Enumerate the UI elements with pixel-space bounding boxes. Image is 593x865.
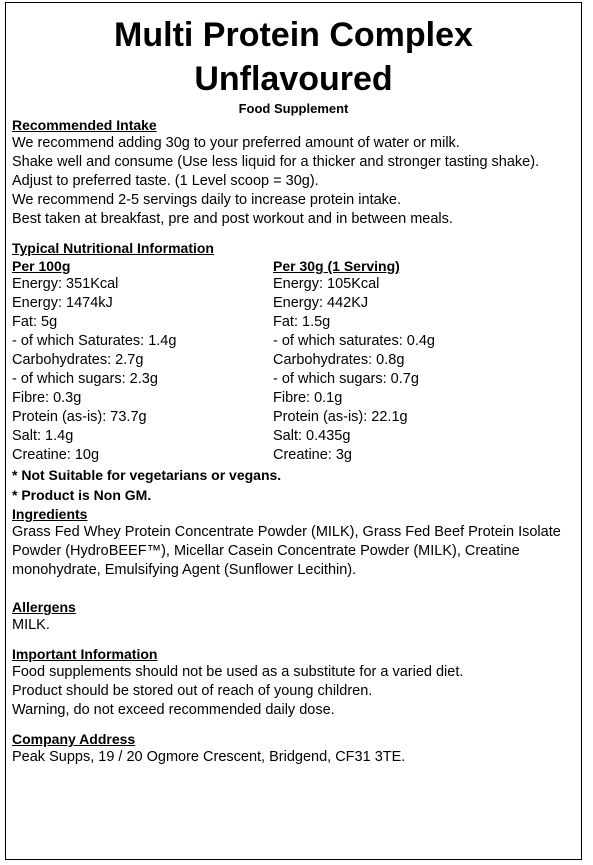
label-content bbox=[6, 116, 581, 767]
important-text-2: Product should be stored out of reach of young children. bbox=[12, 683, 373, 699]
recommended-text-1: We recommend adding 30g to your preferred amount of water or milk. bbox=[12, 135, 460, 151]
nutrition-row: Fibre: 0.1g bbox=[273, 390, 343, 406]
nutrition-row: Fat: 5g bbox=[12, 314, 58, 330]
nutrition-row: - of which sugars: 2.3g bbox=[12, 371, 158, 387]
nutrition-row: Creatine: 10g bbox=[12, 447, 100, 463]
nutrition-row: - of which Saturates: 1.4g bbox=[12, 333, 177, 349]
nutrition-row: - of which saturates: 0.4g bbox=[273, 333, 435, 349]
important-info-section bbox=[12, 645, 575, 720]
nutrition-row: Protein (as-is): 22.1g bbox=[273, 409, 408, 425]
product-title bbox=[6, 13, 581, 101]
allergens-section bbox=[12, 598, 575, 635]
nutrition-row: Energy: 351Kcal bbox=[12, 276, 119, 292]
company-address-text: Peak Supps, 19 / 20 Ogmore Crescent, Bridgend, CF31 3TE. bbox=[12, 749, 406, 765]
nutrition-row: Energy: 442KJ bbox=[273, 295, 369, 311]
recommended-intake-section bbox=[12, 116, 575, 229]
nutrition-column-per-serving bbox=[273, 257, 575, 465]
nutrition-section bbox=[12, 239, 575, 505]
nutrition-row: Creatine: 3g bbox=[273, 447, 352, 463]
company-address-section bbox=[12, 730, 575, 767]
column-header-per-serving: Per 30g (1 Serving) bbox=[273, 258, 400, 274]
nutrition-row: - of which sugars: 0.7g bbox=[273, 371, 419, 387]
nutrition-row: Energy: 1474kJ bbox=[12, 295, 113, 311]
recommended-intake-heading: Recommended Intake bbox=[12, 117, 157, 133]
allergens-heading: Allergens bbox=[12, 599, 76, 615]
nutrition-row: Fibre: 0.3g bbox=[12, 390, 82, 406]
nutrition-row: Carbohydrates: 0.8g bbox=[273, 352, 405, 368]
product-subtitle: Food Supplement bbox=[238, 101, 349, 116]
ingredients-text: Grass Fed Whey Protein Concentrate Powder (MILK), Grass Fed Beef Protein Isolate Powder (HydroBEEF™), Micellar Casein Concentrate Powder (MILK), Creatine monohydrate, Emulsifying Agent (Sunflower Lecithin). bbox=[12, 524, 561, 578]
ingredients-section bbox=[12, 505, 575, 580]
recommended-text-4: Best taken at breakfast, pre and post workout and in between meals. bbox=[12, 211, 453, 227]
product-label bbox=[5, 2, 582, 860]
vegetarian-note: * Not Suitable for vegetarians or vegans. bbox=[12, 467, 282, 483]
company-address-heading: Company Address bbox=[12, 731, 136, 747]
important-text-1: Food supplements should not be used as a substitute for a varied diet. bbox=[12, 664, 464, 680]
title-line-1: Multi Protein Complex bbox=[114, 16, 473, 54]
recommended-text-2: Shake well and consume (Use less liquid for a thicker and stronger tasting shake). Adjust to preferred taste. (1 Level scoop = 30g). bbox=[12, 154, 540, 189]
important-info-heading: Important Information bbox=[12, 646, 158, 662]
nutrition-row: Carbohydrates: 2.7g bbox=[12, 352, 144, 368]
title-line-2: Unflavoured bbox=[194, 60, 393, 98]
nutrition-table bbox=[12, 257, 575, 465]
nutrition-column-per-100g bbox=[12, 257, 273, 465]
nutrition-row: Salt: 1.4g bbox=[12, 428, 74, 444]
allergens-text: MILK. bbox=[12, 617, 50, 633]
nutrition-row: Energy: 105Kcal bbox=[273, 276, 380, 292]
nutrition-row: Salt: 0.435g bbox=[273, 428, 351, 444]
nutrition-row: Fat: 1.5g bbox=[273, 314, 331, 330]
gm-note: * Product is Non GM. bbox=[12, 487, 152, 503]
nutrition-row: Protein (as-is): 73.7g bbox=[12, 409, 147, 425]
recommended-text-3: We recommend 2-5 servings daily to increase protein intake. bbox=[12, 192, 402, 208]
column-header-per-100g: Per 100g bbox=[12, 258, 71, 274]
important-text-3: Warning, do not exceed recommended daily dose. bbox=[12, 702, 335, 718]
ingredients-heading: Ingredients bbox=[12, 506, 88, 522]
nutrition-heading: Typical Nutritional Information bbox=[12, 240, 214, 256]
